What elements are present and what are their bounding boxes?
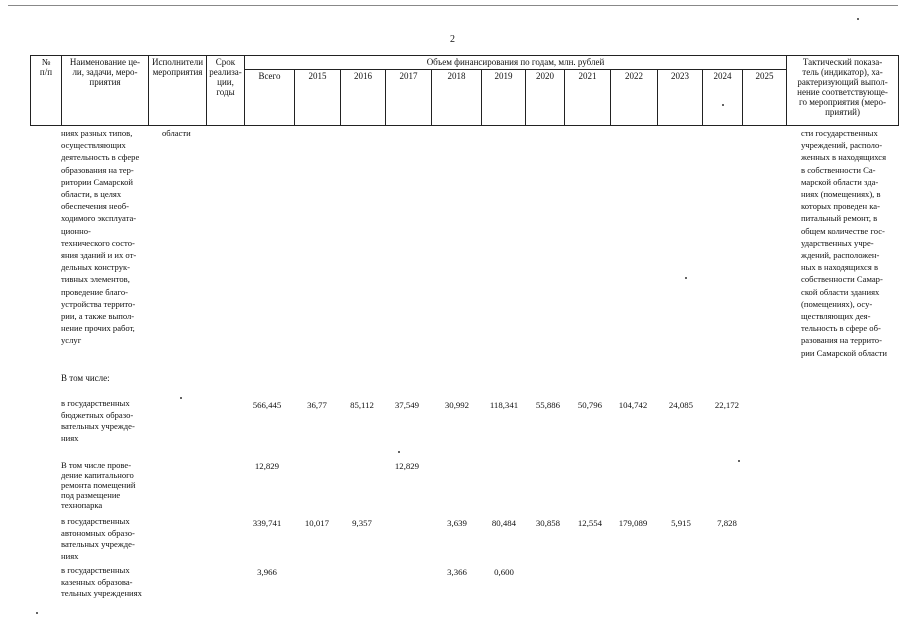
indicator-text: сти государственных учреждений, располо- женных в находящихся в собственности Са- марской области зда- ниях (помещениях), в которых проведен ка- питальный ремонт, в общем количестве гос- ударственных учре- ждений, расположен- ных в находящихся в собственности Самар- ской области зданиях (помещениях), осу- ществляющих дея- тельность в сфере об- разования на террито- рии Самарской области xyxy=(801,128,888,358)
cell-year-value: 104,742 xyxy=(618,400,648,410)
row-label: в государственных автономных образо- вательных учрежде- ниях xyxy=(61,516,135,561)
cell-year-value: 118,341 xyxy=(489,400,519,410)
scan-speck xyxy=(722,104,724,106)
scan-speck xyxy=(398,451,400,453)
cell-total: 12,829 xyxy=(254,461,280,471)
table-header xyxy=(30,55,899,126)
row-label: В том числе прове- дение капитального ремонта помещений под размещение технопарка xyxy=(61,460,136,510)
cell-total: 339,741 xyxy=(252,518,282,528)
cell-year-value: 55,886 xyxy=(535,400,561,410)
cell-year-value: 30,858 xyxy=(535,518,561,528)
cell-year-value: 50,796 xyxy=(577,400,603,410)
row-label: в государственных бюджетных образо- вательных учрежде- ниях xyxy=(61,398,135,443)
cell-year-value: 30,992 xyxy=(444,400,470,410)
executor-text: области xyxy=(162,128,191,138)
col-term-header: Срок реализа- ции, годы xyxy=(207,56,245,126)
page-number: 2 xyxy=(450,34,455,45)
top-rule xyxy=(8,5,898,6)
cell-total: 3,966 xyxy=(257,567,277,577)
scan-speck xyxy=(857,18,859,20)
col-executor-header: Исполнители мероприятия xyxy=(149,56,207,126)
cell-year-value: 22,172 xyxy=(714,400,740,410)
row-label: в государственных казенных образова- тельных учреждениях xyxy=(61,565,142,598)
cell-year-value: 5,915 xyxy=(671,518,691,528)
cell-year-value: 3,366 xyxy=(447,567,467,577)
cell-year-value: 12,829 xyxy=(394,461,420,471)
cell-year-value: 9,357 xyxy=(352,518,372,528)
cell-year-value: 80,484 xyxy=(491,518,517,528)
measure-name-text: ниях разных типов, осуществляющих деятельность в сфере образования на тер- ритории Самарской области, в целях обеспечения необ- ходимого эксплуата- ционно- технического состо- яния зданий и их от- дельных конструк- тивных элементов, проведение благо- устройства террито- рии, а также выпол- нение прочих работ, услуг xyxy=(61,128,140,346)
cell-year-value: 85,112 xyxy=(350,400,374,410)
cell-year-value: 36,77 xyxy=(307,400,327,410)
scan-speck xyxy=(180,397,182,399)
cell-total: 566,445 xyxy=(252,400,282,410)
cell-year-value: 24,085 xyxy=(668,400,694,410)
cell-year-value: 12,554 xyxy=(577,518,603,528)
col-year-header: 2024 xyxy=(703,70,743,126)
cell-year-value: 10,017 xyxy=(304,518,330,528)
col-year-header: 2019 xyxy=(482,70,526,126)
col-year-header: 2023 xyxy=(658,70,703,126)
scan-speck xyxy=(738,460,740,462)
col-indicator-header: Тактический показа- тель (индикатор), ха- рактеризующий выпол- нение соответствующе- го мероприятия (меро- приятий) xyxy=(787,56,899,126)
col-year-header: 2016 xyxy=(341,70,386,126)
cell-year-value: 179,089 xyxy=(618,518,648,528)
cell-year-value: 37,549 xyxy=(394,400,420,410)
col-year-header: 2017 xyxy=(386,70,432,126)
cell-year-value: 7,828 xyxy=(717,518,737,528)
in-that-number-label: В том числе: xyxy=(61,373,110,383)
col-name-header: Наименование це- ли, задачи, меро- приятия xyxy=(62,56,149,126)
col-year-header: 2018 xyxy=(432,70,482,126)
cell-year-value: 0,600 xyxy=(494,567,514,577)
col-year-header: 2020 xyxy=(526,70,565,126)
col-num-header: № п/п xyxy=(31,56,62,126)
col-year-header: 2015 xyxy=(295,70,341,126)
scan-speck xyxy=(685,277,687,279)
col-year-header: 2021 xyxy=(565,70,611,126)
col-funding-header: Объем финансирования по годам, млн. рублей xyxy=(245,56,787,70)
col-year-header: 2025 xyxy=(743,70,787,126)
cell-year-value: 3,639 xyxy=(447,518,467,528)
scan-speck xyxy=(36,612,38,614)
col-year-header: 2022 xyxy=(611,70,658,126)
col-total-header: Всего xyxy=(245,70,295,126)
